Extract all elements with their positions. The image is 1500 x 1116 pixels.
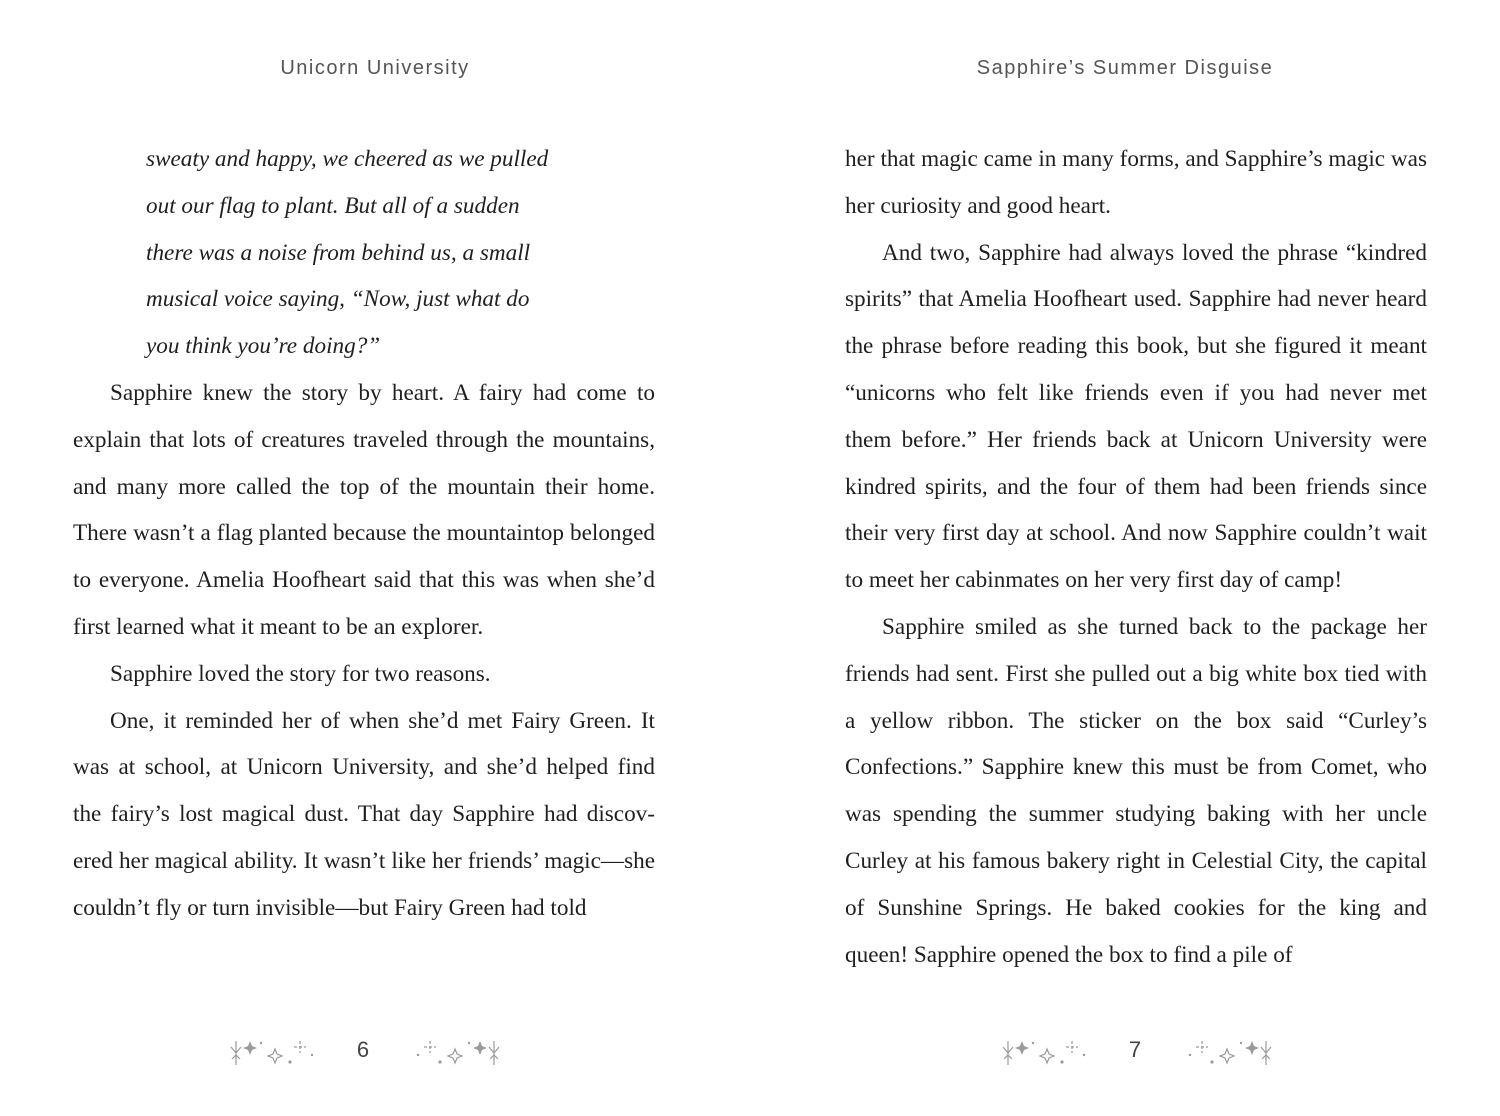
sparkle-ornament-icon (1000, 1035, 1090, 1071)
paragraph: her that magic came in many forms, and Sapphire’s magic was her curiosity and good heart. (845, 146, 1427, 219)
paragraph: One, it reminded her of when she’d met Fairy Green. It was at school, at Unicorn University, and she’d helped find the fairy’s lost magical dust. That day Sapphire had discovered her magical ability. It wasn’t like her friends’ magic—she couldn’t fly or turn invisible—but Fairy Green had told (73, 707, 655, 921)
left-page-text (73, 136, 655, 932)
quote-line: musical voice saying, “Now, just what do (146, 286, 530, 313)
sparkle-ornament-icon (412, 1035, 502, 1071)
running-head-left: Unicorn University (280, 57, 470, 79)
right-page (750, 0, 1500, 1116)
quote-line: you think you’re doing?” (146, 333, 381, 360)
quote-line: there was a noise from behind us, a small (146, 239, 531, 266)
folio-left (0, 1033, 750, 1073)
paragraph: And two, Sapphire had always loved the phrase “kindred spirits” that Amelia Hoofheart used. Sapphire had never heard the phrase before reading this book, but she figured it meant “unicorns who felt like friends even if you had never met them before.” Her friends back at Unicorn University were kindred spirits, and the four of them had been friends since their very first day at school. And now Sapphire couldn’t wait to meet her cabinmates on her very first day of camp! (845, 239, 1427, 594)
right-page-text (845, 136, 1427, 978)
folio-right (750, 1033, 1500, 1073)
page-number: 7 (1128, 1037, 1142, 1062)
running-head-right: Sapphire’s Summer Disguise (976, 57, 1274, 79)
quote-line: sweaty and happy, we cheered as we pulled (146, 146, 549, 172)
sparkle-ornament-icon (1184, 1035, 1274, 1071)
paragraph: Sapphire loved the story for two reasons. (110, 660, 491, 687)
page-number: 6 (356, 1037, 370, 1062)
paragraph: Sapphire smiled as she turned back to the package her friends had sent. First she pulled out a big white box tied with a yellow ribbon. The sticker on the box said “Curley’s Confections.” Sapphire knew this must be from Comet, who was spending the summer studying baking with her uncle Curley at his famous bakery right in Celestial City, the capital of Sunshine Springs. He baked cookies for the king and queen! Sapphire opened the box to find a pile of (845, 613, 1427, 968)
paragraph: Sapphire knew the story by heart. A fairy had come to explain that lots of creatures traveled through the mountains, and many more called the top of the mountain their home. There wasn’t a flag planted because the mountaintop belonged to everyone. Amelia Hoofheart said that this was when she’d first learned what it meant to be an explorer. (73, 379, 655, 640)
sparkle-ornament-icon (228, 1035, 318, 1071)
quote-line: out our flag to plant. But all of a sudden (146, 192, 520, 219)
